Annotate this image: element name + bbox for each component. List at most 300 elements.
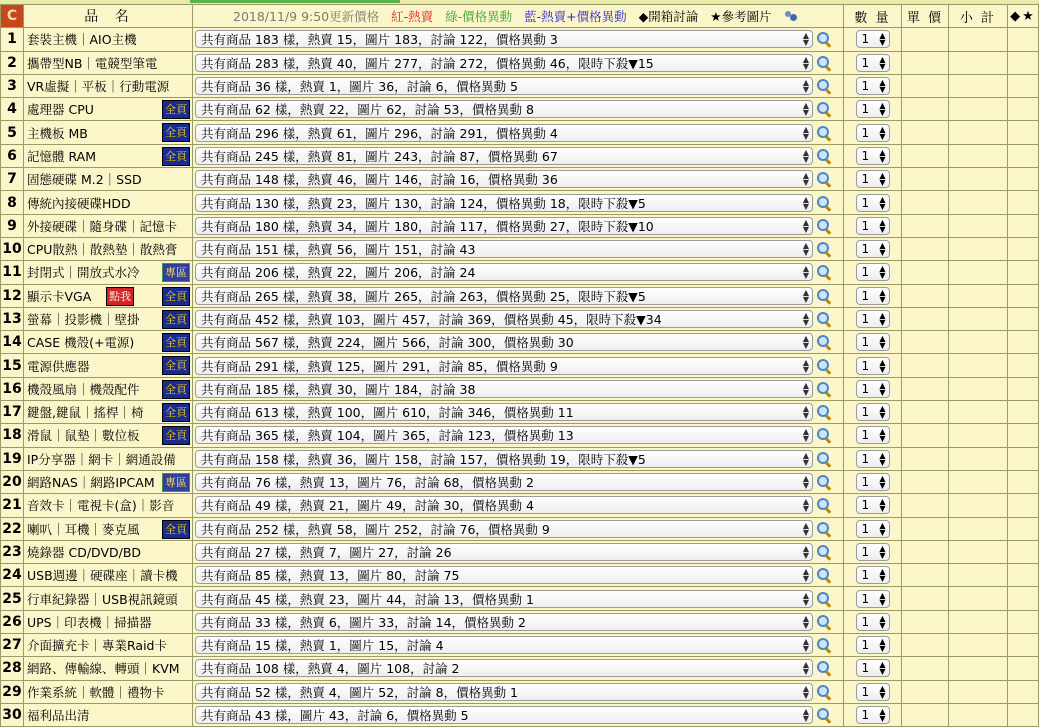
- category-badge[interactable]: 專區: [162, 263, 190, 282]
- table-row: [1, 307, 1039, 330]
- quantity-select[interactable]: [856, 77, 890, 95]
- quantity-select[interactable]: [856, 240, 890, 258]
- qty-cell: [844, 610, 902, 633]
- category-name[interactable]: [24, 28, 193, 51]
- search-icon[interactable]: [816, 125, 832, 141]
- search-icon[interactable]: [816, 288, 832, 304]
- unit-price-cell: [902, 610, 949, 633]
- category-label[interactable]: UPS｜印表機｜掃描器: [27, 614, 152, 630]
- row-number: 25: [1, 587, 24, 610]
- quantity-select[interactable]: [856, 310, 890, 328]
- category-label[interactable]: 主機板 MB: [27, 125, 88, 141]
- legend-header: [193, 5, 844, 28]
- category-label[interactable]: 音效卡｜電視卡(盒)｜影音: [27, 498, 175, 514]
- product-select[interactable]: [195, 240, 813, 258]
- search-icon[interactable]: [816, 404, 832, 420]
- product-select[interactable]: [195, 636, 813, 654]
- star-cell: [1008, 657, 1039, 680]
- subtotal-cell: [949, 237, 1008, 260]
- product-select-cell: [193, 680, 844, 703]
- category-label[interactable]: 顯示卡VGA: [27, 288, 92, 304]
- product-select-cell: [193, 28, 844, 51]
- category-name[interactable]: [24, 587, 193, 610]
- product-select[interactable]: [195, 380, 813, 398]
- search-icon[interactable]: [816, 707, 832, 723]
- category-label[interactable]: 電源供應器: [27, 358, 90, 374]
- qty-cell: [844, 540, 902, 563]
- category-name[interactable]: [24, 634, 193, 657]
- category-name[interactable]: [24, 540, 193, 563]
- quantity-select[interactable]: [856, 473, 890, 491]
- select-arrows-icon: ▲ ▼: [802, 543, 809, 560]
- quantity-select[interactable]: [856, 263, 890, 281]
- product-select[interactable]: [195, 100, 813, 118]
- table-row: [1, 610, 1039, 633]
- category-label[interactable]: 處理器 CPU: [27, 102, 94, 118]
- select-arrows-icon: ▲ ▼: [879, 241, 886, 258]
- product-select[interactable]: [195, 263, 813, 281]
- quantity-select[interactable]: [856, 287, 890, 305]
- category-name[interactable]: [24, 51, 193, 74]
- category-name[interactable]: [24, 470, 193, 493]
- quantity-value: 1: [861, 218, 870, 233]
- qty-cell: [844, 331, 902, 354]
- category-name[interactable]: [24, 74, 193, 97]
- select-arrows-icon: ▲ ▼: [802, 683, 809, 700]
- category-label[interactable]: CPU散熱｜散熱墊｜散熱膏: [27, 242, 178, 258]
- quantity-select[interactable]: [856, 30, 890, 48]
- category-badge[interactable]: 全頁: [162, 380, 190, 399]
- table-row: [1, 564, 1039, 587]
- qty-cell: [844, 657, 902, 680]
- category-name[interactable]: [24, 144, 193, 167]
- quantity-select[interactable]: [856, 217, 890, 235]
- product-select-cell: [193, 401, 844, 424]
- category-badge[interactable]: 全頁: [162, 100, 190, 119]
- category-name[interactable]: [24, 447, 193, 470]
- product-select[interactable]: [195, 566, 813, 584]
- search-icon[interactable]: [816, 637, 832, 653]
- search-icon[interactable]: [816, 101, 832, 117]
- category-name[interactable]: [24, 237, 193, 260]
- category-label[interactable]: CASE 機殼(+電源): [27, 335, 135, 351]
- unit-price-cell: [902, 168, 949, 191]
- table-row: [1, 214, 1039, 237]
- category-badge[interactable]: 全頁: [162, 520, 190, 539]
- category-name[interactable]: [24, 424, 193, 447]
- category-label[interactable]: 記憶體 RAM: [27, 148, 96, 164]
- quantity-select[interactable]: [856, 100, 890, 118]
- category-name[interactable]: [24, 494, 193, 517]
- product-select-cell: [193, 237, 844, 260]
- category-name[interactable]: [24, 191, 193, 214]
- product-select-cell: [193, 540, 844, 563]
- row-number: 23: [1, 540, 24, 563]
- category-name[interactable]: [24, 401, 193, 424]
- quantity-value: 1: [861, 265, 870, 280]
- quantity-select[interactable]: [856, 496, 890, 514]
- star-cell: [1008, 703, 1039, 726]
- quantity-select[interactable]: [856, 613, 890, 631]
- category-name[interactable]: [24, 261, 193, 284]
- search-icon[interactable]: [816, 497, 832, 513]
- product-select[interactable]: [195, 426, 813, 444]
- search-icon[interactable]: [816, 427, 832, 443]
- quantity-value: 1: [861, 125, 870, 140]
- quantity-select[interactable]: [856, 124, 890, 142]
- product-select[interactable]: [195, 543, 813, 561]
- quantity-select[interactable]: [856, 543, 890, 561]
- qty-cell: [844, 121, 902, 144]
- product-select[interactable]: [195, 194, 813, 212]
- quantity-select[interactable]: [856, 683, 890, 701]
- quantity-value: 1: [861, 358, 870, 373]
- qty-cell: [844, 634, 902, 657]
- category-label[interactable]: IP分享器｜網卡｜網通設備: [27, 451, 176, 467]
- product-select[interactable]: [195, 333, 813, 351]
- row-number: 1: [1, 28, 24, 51]
- star-header: ◆★: [1008, 5, 1039, 28]
- search-icon[interactable]: [816, 381, 832, 397]
- product-select[interactable]: [195, 473, 813, 491]
- category-label[interactable]: 行車紀錄器｜USB視訊鏡頭: [27, 591, 178, 607]
- product-select[interactable]: [195, 217, 813, 235]
- category-label[interactable]: USB週邊｜硬碟座｜讀卡機: [27, 568, 178, 584]
- quantity-select[interactable]: [856, 636, 890, 654]
- quantity-value: 1: [861, 288, 870, 303]
- category-badge[interactable]: 專區: [162, 473, 190, 492]
- unit-price-cell: [902, 494, 949, 517]
- category-badge[interactable]: 全頁: [162, 310, 190, 329]
- product-select[interactable]: [195, 450, 813, 468]
- unit-price-cell: [902, 680, 949, 703]
- category-name[interactable]: [24, 657, 193, 680]
- category-label[interactable]: 滑鼠｜鼠墊｜數位板: [27, 428, 140, 444]
- product-select[interactable]: [195, 590, 813, 608]
- search-icon[interactable]: [816, 684, 832, 700]
- unit-price-cell: [902, 401, 949, 424]
- search-icon[interactable]: [816, 451, 832, 467]
- product-select-cell: [193, 331, 844, 354]
- row-number: 13: [1, 307, 24, 330]
- star-cell: [1008, 494, 1039, 517]
- category-name[interactable]: [24, 121, 193, 144]
- category-label[interactable]: 傳統內接硬碟HDD: [27, 195, 131, 211]
- product-select-value: 共有商品 183 樣，熱賣 15，圖片 183，討論 122，價格異動 3: [201, 32, 558, 48]
- select-arrows-icon: ▲ ▼: [802, 171, 809, 188]
- subtotal-cell: [949, 191, 1008, 214]
- subtotal-cell: [949, 657, 1008, 680]
- product-select[interactable]: [195, 30, 813, 48]
- category-badge[interactable]: 全頁: [162, 403, 190, 422]
- search-icon[interactable]: [816, 334, 832, 350]
- quantity-select[interactable]: [856, 194, 890, 212]
- table-row: [1, 98, 1039, 121]
- category-label[interactable]: VR虛擬｜平板｜行動電源: [27, 79, 170, 95]
- star-cell: [1008, 377, 1039, 400]
- quantity-select[interactable]: [856, 566, 890, 584]
- unit-price-cell: [902, 214, 949, 237]
- quantity-value: 1: [861, 79, 870, 94]
- category-name[interactable]: [24, 610, 193, 633]
- quantity-select[interactable]: [856, 590, 890, 608]
- search-icon[interactable]: [816, 660, 832, 676]
- select-arrows-icon: ▲ ▼: [802, 101, 809, 118]
- star-cell: [1008, 354, 1039, 377]
- category-label[interactable]: 福利品出清: [27, 708, 90, 724]
- price-header: 單 價: [902, 5, 949, 28]
- product-select-value: 共有商品 252 樣，熱賣 58，圖片 252，討論 76，價格異動 9: [201, 521, 550, 537]
- qty-cell: [844, 494, 902, 517]
- quantity-value: 1: [861, 148, 870, 163]
- users-icon[interactable]: [784, 10, 798, 22]
- category-label[interactable]: 固態硬碟 M.2｜SSD: [27, 172, 142, 188]
- search-icon[interactable]: [816, 567, 832, 583]
- qty-cell: [844, 401, 902, 424]
- quantity-value: 1: [861, 661, 870, 676]
- category-label[interactable]: 封閉式｜開放式水冷: [27, 265, 140, 281]
- qty-cell: [844, 168, 902, 191]
- product-select[interactable]: [195, 706, 813, 724]
- quantity-value: 1: [861, 708, 870, 723]
- price-table: [0, 4, 1039, 727]
- category-name[interactable]: [24, 377, 193, 400]
- select-arrows-icon: ▲ ▼: [879, 31, 886, 48]
- search-icon[interactable]: [816, 544, 832, 560]
- product-select[interactable]: [195, 683, 813, 701]
- row-number: 18: [1, 424, 24, 447]
- quantity-select[interactable]: [856, 170, 890, 188]
- product-select-value: 共有商品 52 樣，熱賣 4，圖片 52，討論 8，價格異動 1: [201, 684, 519, 700]
- quantity-value: 1: [861, 428, 870, 443]
- select-arrows-icon: ▲ ▼: [802, 380, 809, 397]
- search-icon[interactable]: [816, 241, 832, 257]
- product-select[interactable]: [195, 124, 813, 142]
- product-select[interactable]: [195, 310, 813, 328]
- subtotal-cell: [949, 634, 1008, 657]
- product-select[interactable]: [195, 357, 813, 375]
- qty-cell: [844, 377, 902, 400]
- row-number: 6: [1, 144, 24, 167]
- product-select[interactable]: [195, 403, 813, 421]
- quantity-value: 1: [861, 381, 870, 396]
- unit-price-cell: [902, 447, 949, 470]
- category-label[interactable]: 作業系統｜軟體｜禮物卡: [27, 684, 165, 700]
- star-cell: [1008, 401, 1039, 424]
- quantity-select[interactable]: [856, 333, 890, 351]
- select-arrows-icon: ▲ ▼: [879, 264, 886, 281]
- star-cell: [1008, 261, 1039, 284]
- category-name[interactable]: [24, 98, 193, 121]
- qty-cell: [844, 517, 902, 540]
- category-name[interactable]: [24, 214, 193, 237]
- quantity-select[interactable]: [856, 426, 890, 444]
- quantity-select[interactable]: [856, 403, 890, 421]
- category-name[interactable]: [24, 331, 193, 354]
- search-icon[interactable]: [816, 264, 832, 280]
- select-arrows-icon: ▲ ▼: [802, 264, 809, 281]
- subtotal-cell: [949, 401, 1008, 424]
- search-icon[interactable]: [816, 474, 832, 490]
- row-number: 26: [1, 610, 24, 633]
- table-row: [1, 168, 1039, 191]
- quantity-select[interactable]: [856, 450, 890, 468]
- table-row: [1, 447, 1039, 470]
- search-icon[interactable]: [816, 591, 832, 607]
- category-name[interactable]: [24, 307, 193, 330]
- category-label[interactable]: 網路、傳輸線、轉頭｜KVM: [27, 661, 180, 677]
- select-arrows-icon: ▲ ▼: [802, 637, 809, 654]
- unit-price-cell: [902, 191, 949, 214]
- star-cell: [1008, 587, 1039, 610]
- product-select-value: 共有商品 613 樣，熱賣 100，圖片 610，討論 346，價格異動 11: [201, 405, 574, 421]
- unit-price-cell: [902, 284, 949, 307]
- unit-price-cell: [902, 144, 949, 167]
- product-select-value: 共有商品 85 樣，熱賣 13，圖片 80，討論 75: [201, 568, 460, 584]
- search-icon[interactable]: [816, 521, 832, 537]
- product-select[interactable]: [195, 496, 813, 514]
- quantity-select[interactable]: [856, 54, 890, 72]
- category-badge[interactable]: 全頁: [162, 123, 190, 142]
- quantity-value: 1: [861, 475, 870, 490]
- select-arrows-icon: ▲ ▼: [802, 590, 809, 607]
- quantity-select[interactable]: [856, 147, 890, 165]
- quantity-value: 1: [861, 591, 870, 606]
- category-name[interactable]: [24, 354, 193, 377]
- top-banner-fragment: [190, 0, 400, 3]
- select-arrows-icon: ▲ ▼: [879, 404, 886, 421]
- select-arrows-icon: ▲ ▼: [802, 404, 809, 421]
- category-label[interactable]: 喇叭｜耳機｜麥克風: [27, 521, 140, 537]
- product-select-value: 共有商品 15 樣，熱賣 1，圖片 15，討論 4: [201, 638, 444, 654]
- category-badge[interactable]: 全頁: [162, 333, 190, 352]
- search-icon[interactable]: [816, 311, 832, 327]
- subtotal-cell: [949, 470, 1008, 493]
- product-select[interactable]: [195, 77, 813, 95]
- quantity-select[interactable]: [856, 357, 890, 375]
- table-row: [1, 470, 1039, 493]
- quantity-select[interactable]: [856, 659, 890, 677]
- product-select-value: 共有商品 43 樣，圖片 43，討論 6，價格異動 5: [201, 708, 469, 724]
- qty-header: 數 量: [844, 5, 902, 28]
- quantity-value: 1: [861, 521, 870, 536]
- category-label[interactable]: 鍵盤,鍵鼠｜搖桿｜椅: [27, 405, 144, 421]
- search-icon[interactable]: [816, 78, 832, 94]
- star-cell: [1008, 98, 1039, 121]
- search-icon[interactable]: [816, 31, 832, 47]
- select-arrows-icon: ▲ ▼: [802, 241, 809, 258]
- unit-price-cell: [902, 703, 949, 726]
- category-badge[interactable]: 全頁: [162, 426, 190, 445]
- search-icon[interactable]: [816, 195, 832, 211]
- quantity-value: 1: [861, 544, 870, 559]
- product-select-cell: [193, 121, 844, 144]
- search-icon[interactable]: [816, 614, 832, 630]
- select-arrows-icon: ▲ ▼: [879, 567, 886, 584]
- category-name[interactable]: [24, 564, 193, 587]
- search-icon[interactable]: [816, 148, 832, 164]
- category-badge[interactable]: 全頁: [162, 147, 190, 166]
- product-select-cell: [193, 74, 844, 97]
- table-row: [1, 424, 1039, 447]
- qty-cell: [844, 214, 902, 237]
- product-select-cell: [193, 587, 844, 610]
- category-name[interactable]: [24, 168, 193, 191]
- quantity-select[interactable]: [856, 706, 890, 724]
- product-select-value: 共有商品 296 樣，熱賣 61，圖片 296，討論 291，價格異動 4: [201, 125, 558, 141]
- qty-cell: [844, 447, 902, 470]
- product-select-value: 共有商品 206 樣，熱賣 22，圖片 206，討論 24: [201, 265, 476, 281]
- qty-cell: [844, 51, 902, 74]
- select-arrows-icon: ▲ ▼: [802, 124, 809, 141]
- star-cell: [1008, 191, 1039, 214]
- product-select[interactable]: [195, 170, 813, 188]
- quantity-select[interactable]: [856, 520, 890, 538]
- product-select[interactable]: [195, 613, 813, 631]
- legend-discussion: ◆開箱討論: [638, 9, 699, 25]
- row-number: 17: [1, 401, 24, 424]
- quantity-select[interactable]: [856, 380, 890, 398]
- quantity-value: 1: [861, 498, 870, 513]
- star-cell: [1008, 168, 1039, 191]
- search-icon[interactable]: [816, 218, 832, 234]
- quantity-value: 1: [861, 614, 870, 629]
- c-header[interactable]: C: [1, 5, 24, 28]
- select-arrows-icon: ▲ ▼: [879, 78, 886, 95]
- category-name[interactable]: [24, 284, 193, 307]
- product-select-cell: [193, 377, 844, 400]
- category-label[interactable]: 外接硬碟｜隨身碟｜記憶卡: [27, 218, 178, 234]
- category-label[interactable]: 攜帶型NB｜電競型筆電: [27, 55, 158, 71]
- category-name[interactable]: [24, 680, 193, 703]
- select-arrows-icon: ▲ ▼: [879, 54, 886, 71]
- qty-cell: [844, 680, 902, 703]
- category-badge[interactable]: 全頁: [162, 287, 190, 306]
- category-label[interactable]: 介面擴充卡｜專業Raid卡: [27, 638, 167, 654]
- category-name[interactable]: [24, 703, 193, 726]
- category-label[interactable]: 燒錄器 CD/DVD/BD: [27, 544, 142, 560]
- category-label[interactable]: 機殼風扇｜機殼配件: [27, 381, 140, 397]
- product-select[interactable]: [195, 54, 813, 72]
- click-badge[interactable]: 點我: [106, 287, 134, 306]
- search-icon[interactable]: [816, 171, 832, 187]
- unit-price-cell: [902, 564, 949, 587]
- product-select[interactable]: [195, 520, 813, 538]
- qty-cell: [844, 284, 902, 307]
- category-label[interactable]: 螢幕｜投影機｜壁掛: [27, 312, 140, 327]
- star-cell: [1008, 121, 1039, 144]
- qty-cell: [844, 703, 902, 726]
- select-arrows-icon: ▲ ▼: [802, 450, 809, 467]
- subtotal-header: 小 計: [949, 5, 1008, 28]
- product-select[interactable]: [195, 287, 813, 305]
- product-select-value: 共有商品 108 樣，熱賣 4，圖片 108，討論 2: [201, 661, 460, 677]
- table-row: [1, 517, 1039, 540]
- unit-price-cell: [902, 51, 949, 74]
- select-arrows-icon: ▲ ▼: [879, 124, 886, 141]
- category-label[interactable]: 套裝主機｜AIO主機: [27, 32, 137, 48]
- category-badge[interactable]: 全頁: [162, 356, 190, 375]
- search-icon[interactable]: [816, 358, 832, 374]
- product-select[interactable]: [195, 147, 813, 165]
- product-select-cell: [193, 354, 844, 377]
- search-icon[interactable]: [816, 55, 832, 71]
- category-name[interactable]: [24, 517, 193, 540]
- row-number: 5: [1, 121, 24, 144]
- product-select[interactable]: [195, 659, 813, 677]
- category-label[interactable]: 網路NAS｜網路IPCAM: [27, 475, 155, 491]
- select-arrows-icon: ▲ ▼: [879, 450, 886, 467]
